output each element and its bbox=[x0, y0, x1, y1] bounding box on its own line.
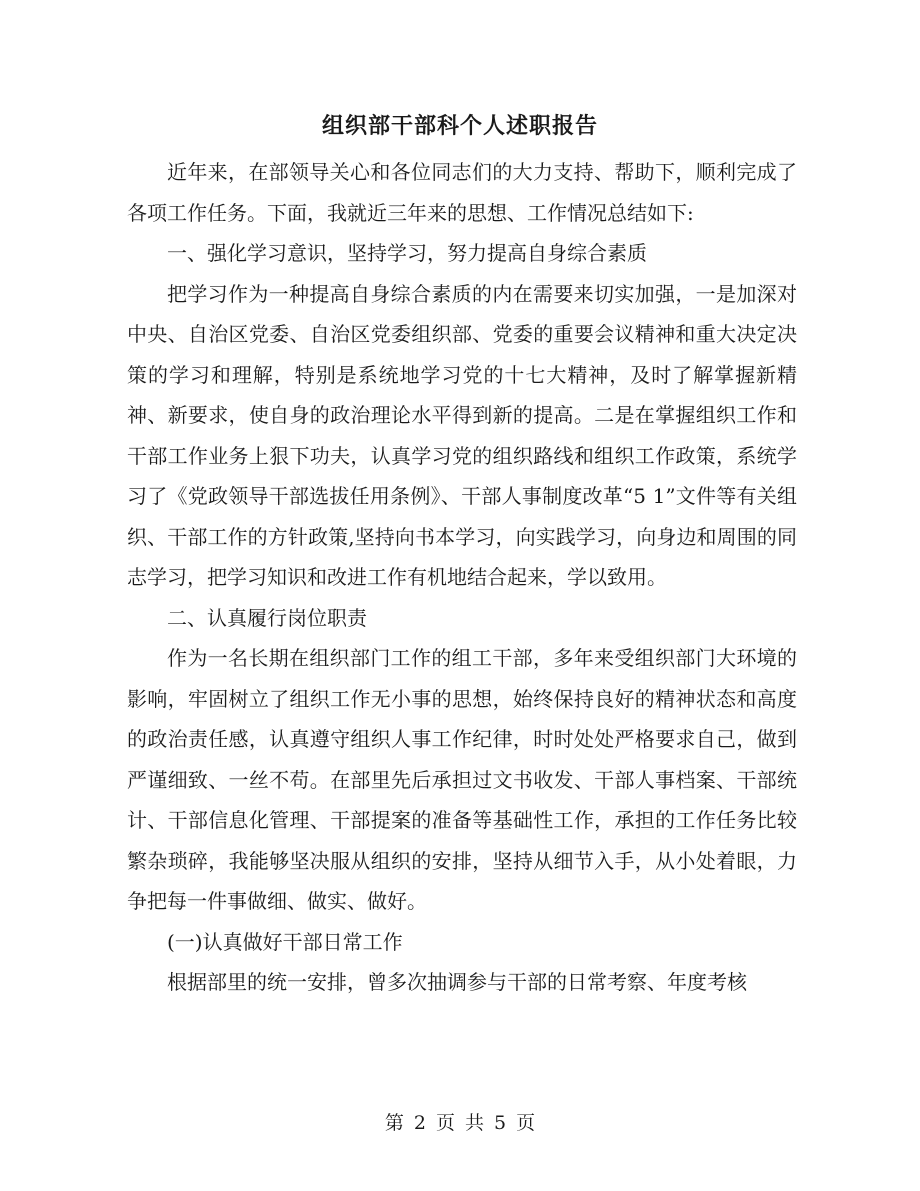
paragraph-daily-work: 根据部里的统一安排，曾多次抽调参与干部的日常考察、年度考核 bbox=[167, 970, 747, 994]
paragraph-duties: 作为一名长期在组织部门工作的组工干部，多年来受组织部门大环境的影响，牢固树立了组织工作无小事的思想，始终保持良好的精神状态和高度的政治责任感，认真遵守组织人事工作纪律，时时处处严格要求自己，做到严谨细致、一丝不苟。在部里先后承担过文书收发、干部人事档案、干部统计、干部信息化管理、干部提案的准备等基础性工作，承担的工作任务比较繁杂琐碎，我能够坚决服从组织的安排，坚持从细节入手，从小处着眼，力争把每一件事做细、做实、做好。 bbox=[127, 646, 797, 913]
page-number-footer: 第 2 页 共 5 页 bbox=[384, 1112, 536, 1134]
paragraph-intro: 近年来，在部领导关心和各位同志们的大力支持、帮助下，顺利完成了各项工作任务。下面，我就近三年来的思想、工作情况总结如下: bbox=[127, 160, 797, 225]
document-body bbox=[127, 152, 797, 1003]
heading-subsection-1: (一)认真做好干部日常工作 bbox=[167, 929, 403, 954]
paragraph-study: 把学习作为一种提高自身综合素质的内在需要来切实加强，一是加深对中央、自治区党委、自治区党委组织部、党委的重要会议精神和重大决定决策的学习和理解，特别是系统地学习党的十七大精神，及时了解掌握新精神、新要求，使自身的政治理论水平得到新的提高。二是在掌握组织工作和干部工作业务上狠下功夫，认真学习党的组织路线和组织工作政策，系统学习了《党政领导干部选拔任用条例》、干部人事制度改革“5 1”文件等有关组织、干部工作的方针政策,坚持向书本学习，向实践学习，向身边和周围的同志学习，把学习知识和改进工作有机地结合起来，学以致用。 bbox=[127, 281, 797, 589]
heading-section-2: 二、认真履行岗位职责 bbox=[167, 605, 367, 630]
document-title: 组织部干部科个人述职报告 bbox=[321, 113, 598, 139]
heading-section-1: 一、强化学习意识，坚持学习，努力提高自身综合素质 bbox=[167, 241, 647, 265]
